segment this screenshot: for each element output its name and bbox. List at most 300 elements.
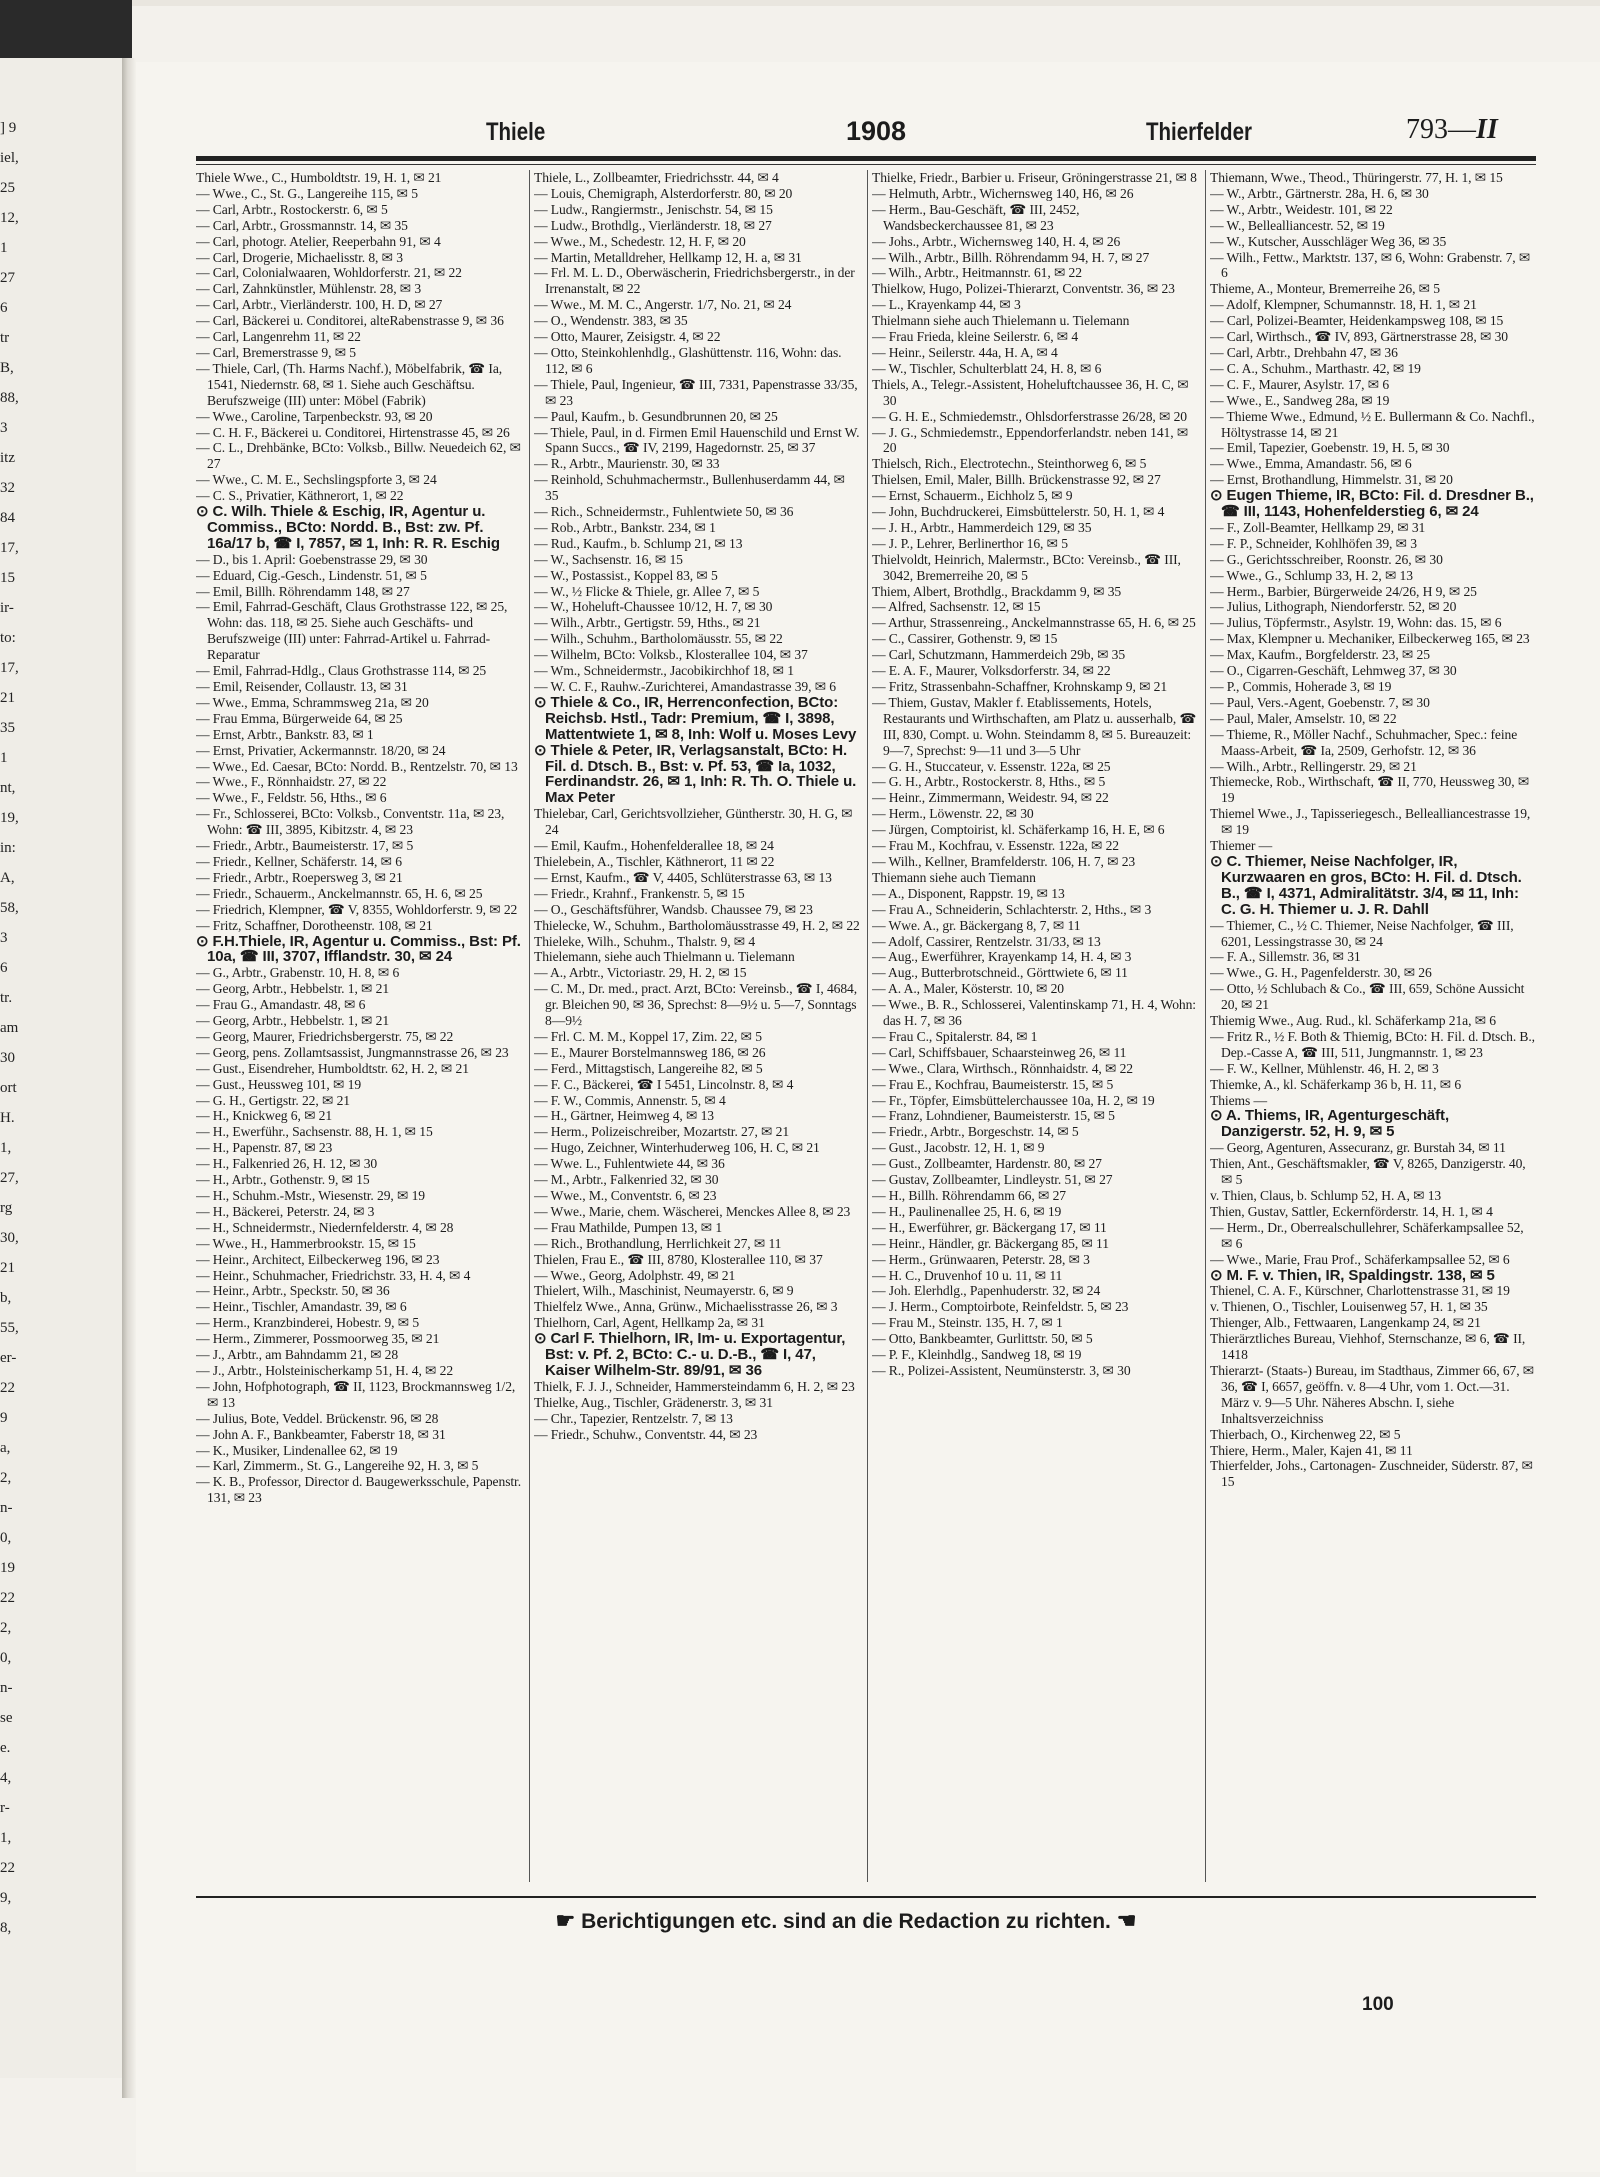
directory-entry: — Frau G., Amandastr. 48, ✉ 6 (196, 997, 366, 1013)
adjacent-page-fragment: 27, (0, 1170, 19, 1186)
column-divider (529, 170, 530, 1882)
adjacent-page-fragment: 27 (0, 270, 15, 286)
directory-entry: — Carl, Zahnkünstler, Mühlenstr. 28, ✉ 3 (196, 281, 422, 297)
directory-entry: — Ernst, Arbtr., Bankstr. 83, ✉ 1 (196, 726, 374, 742)
directory-entry: — Frau A., Schneiderin, Schlachterstr. 2, Hths., ✉ 3 (872, 901, 1152, 917)
directory-entry: Thierarzt- (Staats-) Bureau, im Stadthaus, Zimmer 66, 67, ✉ 36, ☎ I, 6657, geöffn. v. 8—4 Uhr, vom 1. Oct.—31. März v. 9—5 Uhr. Näheres Abschn. I, siehe Inhaltsverzeichniss (1210, 1362, 1535, 1426)
directory-entry: — Wwe., M., Conventstr. 6, ✉ 23 (534, 1188, 717, 1203)
directory-entry: — O., Geschäftsführer, Wandsb. Chaussee 79, ✉ 23 (534, 901, 813, 917)
adjacent-page-fragment: 35 (0, 720, 15, 736)
adjacent-page-fragment: e. (0, 1740, 11, 1756)
directory-entry: — Heinr., Seilerstr. 44a, H. A, ✉ 4 (872, 344, 1058, 360)
directory-entry: — Herm., Barbier, Bürgerweide 24/26, H 9, ✉ 25 (1210, 583, 1477, 599)
directory-entry: — J. Herm., Comptoirbote, Reinfeldstr. 5, ✉ 23 (872, 1299, 1129, 1315)
directory-entry: — C. A., Schuhm., Marthastr. 42, ✉ 19 (1210, 360, 1421, 376)
directory-entry: Thiere, Herm., Maler, Kajen 41, ✉ 11 (1210, 1442, 1413, 1458)
footer-text: Berichtigungen etc. sind an die Redaction zu richten. (581, 1910, 1111, 1933)
directory-entry: — C. S., Privatier, Käthnerort, 1, ✉ 22 (196, 488, 404, 504)
directory-entry: Thierbach, O., Kirchenweg 22, ✉ 5 (1210, 1426, 1401, 1442)
directory-entry: — H., Falkenried 26, H. 12, ✉ 30 (196, 1156, 378, 1172)
directory-entry: Thielmann siehe auch Thielemann u. Tielemann (872, 313, 1130, 329)
directory-entry: — Max, Kaufm., Borgfelderstr. 23, ✉ 25 (1210, 647, 1430, 663)
directory-entry: — Carl, Colonialwaaren, Wohldorferstr. 21, ✉ 22 (196, 265, 462, 281)
adjacent-page-fragment: ] 9 (0, 120, 17, 136)
directory-entry: — H., Gärtner, Heimweg 4, ✉ 13 (534, 1108, 714, 1124)
directory-entry: — Julius, Lithograph, Niendorferstr. 52, ✉ 20 (1210, 599, 1457, 615)
directory-entry: — Rud., Kaufm., b. Schlump 21, ✉ 13 (534, 535, 743, 551)
directory-entry: — Hugo, Zeichner, Winterhuderweg 106, H. C, ✉ 21 (534, 1140, 820, 1156)
directory-entry: — Thiele, Paul, Ingenieur, ☎ III, 7331, Papenstrasse 33/35, ✉ 23 (534, 376, 858, 408)
adjacent-page-fragment: n- (0, 1500, 13, 1516)
scan-page-number: 100 (1362, 1994, 1394, 2015)
directory-entry: — Wwe., M. M. C., Angerstr. 1/7, No. 21, ✉ 24 (534, 297, 792, 313)
directory-entry: — F., Zoll-Beamter, Hellkamp 29, ✉ 31 (1210, 519, 1426, 535)
adjacent-page-fragment: 88, (0, 390, 19, 406)
directory-entry: — Wwe., Ed. Caesar, BCto: Nordd. B., Rentzelstr. 70, ✉ 13 (196, 758, 518, 774)
directory-entry: Thiemer — (1210, 838, 1273, 854)
adjacent-page-fragment: r- (0, 1800, 10, 1816)
directory-entry: — Helmuth, Arbtr., Wichernsweg 140, H6, ✉ 26 (872, 185, 1134, 201)
directory-entry: — A., Arbtr., Victoriastr. 29, H. 2, ✉ 15 (534, 965, 747, 981)
footer-rule (196, 1896, 1536, 1898)
directory-entry: — Friedr., Schauerm., Anckelmannstr. 65, H. 6, ✉ 25 (196, 885, 483, 901)
directory-entry: — Jürgen, Comptoirist, kl. Schäferkamp 16, H. E, ✉ 6 (872, 822, 1165, 838)
directory-entry: — Adolf, Klempner, Schumannstr. 18, H. 1, ✉ 21 (1210, 297, 1477, 313)
running-header (196, 110, 1536, 150)
directory-entry: — Wilh., Kellner, Bramfelderstr. 106, H. 7, ✉ 23 (872, 853, 1136, 869)
directory-entry: — Arthur, Strassenreing., Anckelmannstrasse 65, H. 6, ✉ 25 (872, 615, 1196, 631)
directory-entry: — Wilhelm, BCto: Volksb., Klosterallee 104, ✉ 37 (534, 647, 808, 663)
directory-entry: — Herm., Bau-Geschäft, ☎ III, 2452, Wandsbeckerchaussee 81, ✉ 23 (872, 201, 1080, 233)
directory-entry: — Wilh., Arbtr., Rellingerstr. 29, ✉ 21 (1210, 758, 1417, 774)
directory-entry: — Carl, Bremerstrasse 9, ✉ 5 (196, 344, 356, 360)
directory-entry: — W., ½ Flicke & Thiele, gr. Allee 7, ✉ 5 (534, 583, 760, 599)
directory-entry: — Georg, Maurer, Friedrichsbergerstr. 75, ✉ 22 (196, 1028, 454, 1044)
directory-entry: Thierfelder, Johs., Cartonagen- Zuschneider, Süderstr. 87, ✉ 15 (1210, 1458, 1533, 1490)
directory-entry: — Emil, Fahrrad-Hdlg., Claus Grothstrasse 114, ✉ 25 (196, 663, 487, 679)
scan-edge (0, 0, 132, 58)
directory-entry: Thielkow, Hugo, Polizei-Thierarzt, Conventstr. 36, ✉ 23 (872, 281, 1175, 297)
directory-entry: — Georg, Arbtr., Hebbelstr. 1, ✉ 21 (196, 981, 390, 997)
directory-entry: — Wilh., Schuhm., Bartholomäusstr. 55, ✉ 22 (534, 631, 783, 647)
adjacent-page-fragment: 21 (0, 690, 15, 706)
adjacent-page-fragment: a, (0, 1440, 11, 1456)
directory-entry: — F. W., Kellner, Mühlenstr. 46, H. 2, ✉ 3 (1210, 1060, 1439, 1076)
directory-entry: — Gust., Heussweg 101, ✉ 19 (196, 1076, 362, 1092)
directory-entry: — Wilh., Arbtr., Billh. Röhrendamm 94, H. 7, ✉ 27 (872, 249, 1150, 265)
adjacent-page-fragment: B, (0, 360, 14, 376)
directory-entry: — Adolf, Cassirer, Rentzelstr. 31/33, ✉ 13 (872, 933, 1101, 949)
directory-entry: — H. C., Druvenhof 10 u. 11, ✉ 11 (872, 1267, 1063, 1283)
directory-entry: — Emil, Kaufm., Hohenfelderallee 18, ✉ 24 (534, 838, 774, 854)
directory-entry: — Fr., Töpfer, Eimsbüttelerchaussee 10a, H. 2, ✉ 19 (872, 1092, 1155, 1108)
adjacent-page-fragment: 30 (0, 1050, 15, 1066)
directory-entry: — G., Arbtr., Grabenstr. 10, H. 8, ✉ 6 (196, 965, 400, 981)
adjacent-page-fragment: 8, (0, 1920, 12, 1936)
adjacent-page-fragment: 22 (0, 1380, 15, 1396)
directory-entry: — Ernst, Kaufm., ☎ V, 4405, Schlüterstrasse 63, ✉ 13 (534, 869, 832, 885)
directory-entry: — E., Maurer Borstelmannsweg 186, ✉ 26 (534, 1044, 766, 1060)
directory-entry: — Heinr., Architect, Eilbeckerweg 196, ✉ 23 (196, 1251, 440, 1267)
directory-entry: — Johs., Arbtr., Wichernsweg 140, H. 4, ✉ 26 (872, 233, 1121, 249)
directory-entry: — Joh. Elerhdlg., Papenhuderstr. 32, ✉ 24 (872, 1283, 1101, 1299)
adjacent-page-fragment: 84 (0, 510, 15, 526)
directory-entry: — Carl, Arbtr., Vierländerstr. 100, H. D, ✉ 27 (196, 297, 443, 313)
directory-entry: — Wilh., Fettw., Marktstr. 137, ✉ 6, Wohn: Grabenstr. 7, ✉ 6 (1210, 249, 1531, 281)
directory-entry: — Frau C., Spitalerstr. 84, ✉ 1 (872, 1028, 1038, 1044)
directory-entry: — F. C., Bäckerei, ☎ I 5451, Lincolnstr. 8, ✉ 4 (534, 1076, 794, 1092)
directory-entry: — Julius, Bote, Veddel. Brückenstr. 96, ✉ 28 (196, 1410, 439, 1426)
directory-entry: Thiemann siehe auch Tiemann (872, 869, 1036, 885)
directory-entry: — C. F., Maurer, Asylstr. 17, ✉ 6 (1210, 376, 1390, 392)
directory-entry: — D., bis 1. April: Goebenstrasse 29, ✉ 30 (196, 551, 428, 567)
adjacent-page-fragment: itz (0, 450, 15, 466)
directory-entry: ⊙ C. Thiemer, Neise Nachfolger, IR, Kurzwaaren en gros, BCto: H. Fil. d. Dtsch. B., ☎ I, 4371, Admiralitätstr. 3/4, ✉ 11, Inh: C. G. H. Thiemer u. J. R. Dahll (1210, 852, 1522, 918)
header-first-entry: Thiele (486, 118, 546, 146)
directory-entry: — Otto, ½ Schlubach & Co., ☎ III, 659, Schöne Aussicht 20, ✉ 21 (1210, 981, 1525, 1013)
directory-entry: — Wwe., C. M. E., Sechslingspforte 3, ✉ 24 (196, 472, 437, 488)
adjacent-page-fragment: H. (0, 1110, 15, 1126)
directory-entry: — Julius, Töpfermstr., Asylstr. 19, Wohn: das. 15, ✉ 6 (1210, 615, 1502, 631)
header-rule-thin (196, 164, 1536, 165)
directory-entry: — Wwe. A., gr. Bäckergang 8, 7, ✉ 11 (872, 917, 1081, 933)
adjacent-page-fragment: 19, (0, 810, 19, 826)
directory-entry: Thienger, Alb., Fettwaaren, Langenkamp 24, ✉ 21 (1210, 1315, 1481, 1331)
adjacent-page-fragment: ir- (0, 600, 14, 616)
directory-entry: Thielsch, Rich., Electrotechn., Steinthorweg 6, ✉ 5 (872, 456, 1147, 472)
directory-entry: — Friedr., Kellner, Schäferstr. 14, ✉ 6 (196, 853, 402, 869)
adjacent-page-fragment: 1 (0, 240, 8, 256)
column-2 (534, 170, 860, 1882)
directory-entry: — P., Commis, Hoherade 3, ✉ 19 (1210, 679, 1392, 694)
column-3 (872, 170, 1198, 1882)
directory-entry: — Thieme, R., Möller Nachf., Schuhmacher, Spec.: feine Maass-Arbeit, ☎ Ia, 2509, Gerhofstr. 12, ✉ 36 (1210, 726, 1518, 758)
directory-entry: — Wwe., M., Schedestr. 12, H. F, ✉ 20 (534, 233, 746, 249)
directory-entry: — Wwe., Clara, Wirthsch., Rönnhaidstr. 4, ✉ 22 (872, 1060, 1133, 1076)
directory-entry: — Wwe., F., Rönnhaidstr. 27, ✉ 22 (196, 774, 387, 790)
directory-entry: Thielen, Frau E., ☎ III, 8780, Klosterallee 110, ✉ 37 (534, 1251, 823, 1267)
directory-entry: — Georg, Arbtr., Hebbelstr. 1, ✉ 21 (196, 1013, 390, 1029)
directory-entry: — A. A., Maler, Kösterstr. 10, ✉ 20 (872, 981, 1064, 997)
directory-entry: Thielhorn, Carl, Agent, Hellkamp 2a, ✉ 31 (534, 1315, 765, 1331)
directory-entry: — Wwe. L., Fuhlentwiete 44, ✉ 36 (534, 1156, 725, 1172)
adjacent-page-fragment: to: (0, 630, 16, 646)
adjacent-page-fragment: se (0, 1710, 13, 1726)
directory-entry: — Emil, Fahrrad-Geschäft, Claus Grothstrasse 122, ✉ 25, Wohn: das. 118, ✉ 25. Siehe auch Geschäfts- und Berufszweige (III) unter: Fahrrad-Artikel u. Fahrrad-Reparatur (196, 599, 508, 663)
adjacent-page-fragment: 1, (0, 1140, 12, 1156)
directory-entry: — F. W., Commis, Annenstr. 5, ✉ 4 (534, 1092, 726, 1108)
directory-entry: — Max, Klempner u. Mechaniker, Eilbeckerweg 165, ✉ 23 (1210, 631, 1530, 647)
adjacent-page-fragment: 32 (0, 480, 15, 496)
directory-entry: — Wwe., Caroline, Tarpenbeckstr. 93, ✉ 20 (196, 408, 433, 424)
directory-entry: — Wilh., Arbtr., Heitmannstr. 61, ✉ 22 (872, 265, 1082, 281)
directory-entry: — Frl. C. M. M., Koppel 17, Zim. 22, ✉ 5 (534, 1028, 762, 1044)
directory-entry: — John A. F., Bankbeamter, Faberstr 18, ✉ 31 (196, 1426, 446, 1442)
directory-entry: ⊙ F.H.Thiele, IR, Agentur u. Commiss., Bst: Pf. 10a, ☎ III, 3707, Ifflandstr. 30, ✉ 24 (196, 932, 521, 966)
directory-entry: — A., Disponent, Rappstr. 19, ✉ 13 (872, 885, 1065, 901)
directory-entry: — Emil, Tapezier, Goebenstr. 19, H. 5, ✉ 30 (1210, 440, 1450, 456)
directory-entry: — C. M., Dr. med., pract. Arzt, BCto: Vereinsb., ☎ I, 4684, gr. Bleichen 90, ✉ 36, Sprechst: 8—9½ u. 5—7, Sonntags 8—9½ (534, 981, 858, 1029)
directory-entry: — W., Tischler, Schulterblatt 24, H. 8, ✉ 6 (872, 360, 1102, 376)
adjacent-page-fragment: 0, (0, 1530, 12, 1546)
directory-entry: — P. F., Kleinhdlg., Sandweg 18, ✉ 19 (872, 1347, 1082, 1363)
directory-entry: — C. L., Drehbänke, BCto: Volksb., Billw. Neuedeich 62, ✉ 27 (196, 440, 521, 472)
directory-entry: — Paul, Maler, Amselstr. 10, ✉ 22 (1210, 710, 1397, 726)
directory-entry: — Carl, Bäckerei u. Conditorei, alteRabenstrasse 9, ✉ 36 (196, 313, 504, 329)
directory-entry: — Heinr., Arbtr., Speckstr. 50, ✉ 36 (196, 1283, 390, 1299)
adjacent-page-fragment: 9, (0, 1890, 12, 1906)
directory-entry: — H., Paulinenallee 25, H. 6, ✉ 19 (872, 1203, 1062, 1219)
adjacent-page-fragment: 15 (0, 570, 15, 586)
column-divider (867, 170, 868, 1882)
directory-entry: — H., Ewerführer, gr. Bäckergang 17, ✉ 11 (872, 1219, 1107, 1235)
directory-entry: — C. H. F., Bäckerei u. Conditorei, Hirtenstrasse 45, ✉ 26 (196, 424, 510, 440)
directory-page (136, 62, 1600, 2172)
header-last-entry: Thierfelder (1146, 118, 1252, 146)
directory-entry: Thielvoldt, Heinrich, Malermstr., BCto: Vereinsb., ☎ III, 3042, Bremerreihe 20, ✉ 5 (872, 551, 1181, 583)
directory-entry: — H., Billh. Röhrendamm 66, ✉ 27 (872, 1188, 1066, 1203)
directory-entry: — Gust., Zollbeamter, Hardenstr. 80, ✉ 27 (872, 1156, 1102, 1172)
directory-entry: — O., Cigarren-Geschäft, Lehmweg 37, ✉ 30 (1210, 663, 1457, 679)
directory-entry: — Martin, Metalldreher, Hellkamp 12, H. a, ✉ 31 (534, 249, 802, 265)
pointing-hand-left-icon: ☛ (555, 1908, 576, 1933)
adjacent-page-fragment: am (0, 1020, 19, 1036)
directory-entry: — Wwe., Marie, chem. Wäscherei, Menckes Allee 8, ✉ 23 (534, 1203, 851, 1219)
directory-entry: — J., Arbtr., Holsteinischerkamp 51, H. 4, ✉ 22 (196, 1362, 454, 1378)
directory-entry: — R., Arbtr., Maurienstr. 30, ✉ 33 (534, 456, 720, 472)
directory-entry: ⊙ C. Wilh. Thiele & Eschig, IR, Agentur u. Commiss., BCto: Nordd. B., Bst: zw. Pf. 16a/17 b, ☎ I, 7857, ✉ 1, Inh: R. R. Eschig (196, 503, 500, 552)
directory-entry: — Karl, Zimmerm., St. G., Langereihe 92, H. 3, ✉ 5 (196, 1458, 479, 1474)
directory-entry: Thien, Gustav, Sattler, Eckernförderstr. 14, H. 1, ✉ 4 (1210, 1203, 1493, 1219)
directory-entry: — Aug., Butterbrotschneid., Görttwiete 6, ✉ 11 (872, 965, 1128, 981)
directory-entry: — W., Arbtr., Weidestr. 101, ✉ 22 (1210, 201, 1393, 217)
directory-entry: — Friedr., Schuhw., Conventstr. 44, ✉ 23 (534, 1426, 758, 1442)
directory-entry: Thien, Ant., Geschäftsmakler, ☎ V, 8265, Danzigerstr. 40, ✉ 5 (1210, 1156, 1526, 1188)
directory-entry: ⊙ Carl F. Thielhorn, IR, Im- u. Exportagentur, Bst: v. Pf. 2, BCto: C.- u. D.-B., ☎ I, 47, Kaiser Wilhelm-Str. 89/91, ✉ 36 (534, 1330, 846, 1379)
directory-entry: — Frl. M. L. D., Oberwäscherin, Friedrichsbergerstr., in der Irrenanstalt, ✉ 22 (534, 265, 855, 297)
directory-entry: — Heinr., Zimmermann, Weidestr. 94, ✉ 22 (872, 790, 1109, 806)
directory-entry: ⊙ Eugen Thieme, IR, BCto: Fil. d. Dresdner B., ☎ III, 1143, Hohenfelderstieg 6, ✉ 24 (1210, 487, 1534, 521)
adjacent-page-fragment: 4, (0, 1770, 12, 1786)
adjacent-page-fragment: 1 (0, 750, 8, 766)
directory-entry: — K. B., Professor, Director d. Baugewerksschule, Papenstr. 131, ✉ 23 (196, 1474, 522, 1506)
entry-columns (196, 170, 1536, 1890)
directory-entry: — Paul, Vers.-Agent, Goebenstr. 7, ✉ 30 (1210, 694, 1430, 710)
directory-entry: Thielk, F. J. J., Schneider, Hammersteindamm 6, H. 2, ✉ 23 (534, 1378, 855, 1394)
directory-entry: — Wwe., Marie, Frau Prof., Schäferkampsallee 52, ✉ 6 (1210, 1251, 1510, 1267)
directory-entry: ⊙ M. F. v. Thien, IR, Spaldingstr. 138, ✉ 5 (1210, 1266, 1495, 1284)
directory-entry: — R., Polizei-Assistent, Neumünsterstr. 3, ✉ 30 (872, 1362, 1131, 1378)
directory-entry: — W., Hoheluft-Chaussee 10/12, H. 7, ✉ 30 (534, 599, 773, 615)
directory-entry: — Frau M., Kochfrau, v. Essenstr. 122a, ✉ 22 (872, 838, 1119, 854)
directory-entry: — Frau E., Kochfrau, Baumeisterstr. 15, ✉ 5 (872, 1076, 1114, 1092)
directory-entry: — Friedr., Arbtr., Roepersweg 3, ✉ 21 (196, 869, 403, 885)
adjacent-page-fragment: 6 (0, 300, 8, 316)
directory-entry: — J. P., Lehrer, Berlinerthor 16, ✉ 5 (872, 535, 1068, 551)
directory-entry: — W. C. F., Rauhw.-Zurichterei, Amandastrasse 39, ✉ 6 (534, 679, 837, 694)
adjacent-page-fragment: 6 (0, 960, 8, 976)
scan-border (0, 0, 1600, 6)
directory-entry: — J. H., Arbtr., Hammerdeich 129, ✉ 35 (872, 519, 1092, 535)
pointing-hand-right-icon: ☚ (1116, 1908, 1137, 1933)
header-page-volume: II (1476, 114, 1498, 145)
directory-entry: — W., Bellealliancestr. 52, ✉ 19 (1210, 217, 1385, 233)
adjacent-page-fragment: iel, (0, 150, 19, 166)
directory-entry: — Heinr., Schuhmacher, Friedrichstr. 33, H. 4, ✉ 4 (196, 1267, 471, 1283)
directory-entry: — Fr., Schlosserei, BCto: Volksb., Conventstr. 11a, ✉ 23, Wohn: ☎ III, 3895, Kibitzstr. 4, ✉ 23 (196, 806, 505, 838)
directory-entry: Thierärztliches Bureau, Viehhof, Sternschanze, ✉ 6, ☎ II, 1418 (1210, 1331, 1526, 1363)
directory-entry: — Fritz, Schaffner, Dorotheenstr. 108, ✉ 21 (196, 917, 433, 933)
directory-entry: — Reinhold, Schuhmachermstr., Bullenhuserdamm 44, ✉ 35 (534, 472, 845, 504)
directory-entry: — Wwe., E., Sandweg 28a, ✉ 19 (1210, 392, 1390, 408)
adjacent-page-fragment: tr (0, 330, 10, 346)
directory-entry: — Carl, Polizei-Beamter, Heidenkampsweg 108, ✉ 15 (1210, 313, 1504, 329)
adjacent-page-fragment: 58, (0, 900, 19, 916)
directory-entry: — Chr., Tapezier, Rentzelstr. 7, ✉ 13 (534, 1410, 733, 1426)
directory-entry: — Gustav, Zollbeamter, Lindleystr. 51, ✉ 27 (872, 1172, 1113, 1188)
directory-entry: — Gust., Jacobstr. 12, H. 1, ✉ 9 (872, 1140, 1045, 1156)
directory-entry: — Alfred, Sachsenstr. 12, ✉ 15 (872, 599, 1041, 615)
directory-entry: ⊙ A. Thiems, IR, Agenturgeschäft, Danzigerstr. 52, H. 9, ✉ 5 (1210, 1107, 1450, 1141)
column-divider (1205, 170, 1206, 1882)
directory-entry: Thieleke, Wilh., Schuhm., Thalstr. 9, ✉ 4 (534, 933, 756, 949)
directory-entry: — Georg, pens. Zollamtsassist, Jungmannstrasse 26, ✉ 23 (196, 1044, 509, 1060)
adjacent-page-fragment: in: (0, 840, 16, 856)
adjacent-page-fragment: 17, (0, 540, 19, 556)
directory-entry: — Carl, Schiffsbauer, Schaarsteinweg 26, ✉ 11 (872, 1044, 1127, 1060)
directory-entry: Thielert, Wilh., Maschinist, Neumayerstr. 6, ✉ 9 (534, 1283, 794, 1299)
directory-entry: — Carl, photogr. Atelier, Reeperbahn 91, ✉ 4 (196, 233, 441, 249)
adjacent-page-fragment: 3 (0, 420, 8, 436)
directory-entry: — Wwe., F., Feldstr. 56, Hths., ✉ 6 (196, 790, 387, 806)
directory-entry: — Carl, Wirthsch., ☎ IV, 893, Gärtnerstrasse 28, ✉ 30 (1210, 329, 1508, 345)
directory-entry: — G., Gerichtsschreiber, Roonstr. 26, ✉ 30 (1210, 551, 1443, 567)
directory-entry: — Carl, Langenrehm 11, ✉ 22 (196, 329, 361, 345)
directory-entry: — Rich., Schneidermstr., Fuhlentwiete 50, ✉ 36 (534, 504, 794, 520)
directory-entry: — Wwe., B. R., Schlosserei, Valentinskamp 71, H. 4, Wohn: das H. 7, ✉ 36 (872, 997, 1196, 1029)
directory-entry: — Friedr., Arbtr., Borgeschstr. 14, ✉ 5 (872, 1124, 1079, 1140)
directory-entry: Thielemann, siehe auch Thielmann u. Tielemann (534, 949, 795, 965)
directory-entry: — Thiele, Paul, in d. Firmen Emil Hauenschild und Ernst W. Spann Succs., ☎ IV, 2199, Hagedornstr. 25, ✉ 37 (534, 424, 860, 456)
directory-entry: ⊙ Thiele & Co., IR, Herrenconfection, BCto: Reichsb. Hstl., Tadr: Premium, ☎ I, 3898, Mattentwiete 1, ✉ 8, Inh: Wolf u. Moses Levy (534, 693, 857, 743)
directory-entry: — E. A. F., Maurer, Volksdorferstr. 34, ✉ 22 (872, 663, 1111, 679)
adjacent-page-fragment: er- (0, 1350, 17, 1366)
adjacent-page-fragment: rg (0, 1200, 13, 1216)
adjacent-page-fragment: 17, (0, 660, 19, 676)
directory-entry: — Wwe., Emma, Schrammsweg 21a, ✉ 20 (196, 694, 429, 710)
directory-entry: — Ernst, Brothandlung, Himmelstr. 31, ✉ 20 (1210, 472, 1453, 488)
directory-entry: Thielfelz Wwe., Anna, Grünw., Michaelisstrasse 26, ✉ 3 (534, 1299, 838, 1315)
directory-entry: — Wwe., Emma, Amandastr. 56, ✉ 6 (1210, 456, 1412, 472)
directory-entry: — Carl, Arbtr., Rostockerstr. 6, ✉ 5 (196, 201, 388, 217)
directory-entry: — John, Buchdruckerei, Eimsbüttelerstr. 50, H. 1, ✉ 4 (872, 504, 1165, 520)
directory-entry: — J., Arbtr., am Bahndamm 21, ✉ 28 (196, 1347, 399, 1363)
directory-entry: Thielke, Aug., Tischler, Grädenerstr. 3, ✉ 31 (534, 1394, 773, 1410)
directory-entry: — Wilh., Arbtr., Gertigstr. 59, Hths., ✉ 21 (534, 615, 761, 631)
directory-entry: — Georg, Agenturen, Assecuranz, gr. Burstah 34, ✉ 11 (1210, 1140, 1506, 1156)
directory-entry: — Paul, Kaufm., b. Gesundbrunnen 20, ✉ 25 (534, 408, 778, 424)
directory-entry: Thiemke, A., kl. Schäferkamp 36 b, H. 11, ✉ 6 (1210, 1076, 1462, 1092)
directory-entry: — Frau Mathilde, Pumpen 13, ✉ 1 (534, 1219, 723, 1235)
directory-entry: Thiels, A., Telegr.-Assistent, Hoheluftchaussee 36, H. C, ✉ 30 (872, 376, 1189, 408)
directory-entry: — Herm., Zimmerer, Possmoorweg 35, ✉ 21 (196, 1331, 440, 1347)
adjacent-page-fragment: 2, (0, 1620, 12, 1636)
directory-entry: — J. G., Schmiedemstr., Eppendorferlandstr. neben 141, ✉ 20 (872, 424, 1189, 456)
directory-entry: — G. H., Arbtr., Rostockerstr. 8, Hths., ✉ 5 (872, 774, 1106, 790)
directory-entry: Thiemecke, Rob., Wirthschaft, ☎ II, 770, Heussweg 30, ✉ 19 (1210, 774, 1530, 806)
directory-entry: — Friedrich, Klempner, ☎ V, 8355, Wohldorferstr. 9, ✉ 22 (196, 901, 518, 917)
directory-entry: — Wwe., C., St. G., Langereihe 115, ✉ 5 (196, 185, 418, 201)
directory-entry: ⊙ Thiele & Peter, IR, Verlagsanstalt, BCto: H. Fil. d. Dtsch. B., Bst: v. Pf. 53, ☎ Ia, 1032, Ferdinandstr. 26, ✉ 1, Inh: R. Th. O. Thiele u. Max Peter (534, 741, 857, 807)
header-year: 1908 (846, 116, 907, 146)
directory-entry: Thiemig Wwe., Aug. Rud., kl. Schäferkamp 21a, ✉ 6 (1210, 1013, 1496, 1029)
directory-entry: — Herm., Polizeischreiber, Mozartstr. 27, ✉ 21 (534, 1124, 790, 1140)
adjacent-page-fragment: 25 (0, 180, 15, 196)
adjacent-page-fragment: tr. (0, 990, 13, 1006)
directory-entry: Thielke, Friedr., Barbier u. Friseur, Gröningerstrasse 21, ✉ 8 (872, 170, 1197, 185)
directory-entry: — H., Knickweg 6, ✉ 21 (196, 1108, 333, 1124)
directory-entry: Thiemann, Wwe., Theod., Thüringerstr. 77, H. 1, ✉ 15 (1210, 170, 1503, 185)
directory-entry: — H., Schneidermstr., Niedernfelderstr. 4, ✉ 28 (196, 1219, 454, 1235)
directory-entry: Thiele, L., Zollbeamter, Friedrichsstr. 44, ✉ 4 (534, 170, 779, 185)
directory-entry: v. Thienen, O., Tischler, Louisenweg 57, H. 1, ✉ 35 (1210, 1299, 1488, 1315)
directory-entry: — Ludw., Rangiermstr., Jenischstr. 54, ✉ 15 (534, 201, 773, 217)
directory-entry: Thielecke, W., Schuhm., Bartholomäusstrasse 49, H. 2, ✉ 22 (534, 917, 860, 933)
adjacent-page-fragment: A, (0, 870, 15, 886)
directory-entry: — Otto, Bankbeamter, Gurlittstr. 50, ✉ 5 (872, 1331, 1093, 1347)
directory-entry: — Heinr., Händler, gr. Bäckergang 85, ✉ 11 (872, 1235, 1109, 1251)
directory-entry: — Louis, Chemigraph, Alsterdorferstr. 80, ✉ 20 (534, 185, 793, 201)
directory-entry: — Frau Frieda, kleine Seilerstr. 6, ✉ 4 (872, 329, 1079, 345)
directory-entry: — Wm., Schneidermstr., Jacobikirchhof 18, ✉ 1 (534, 663, 794, 679)
adjacent-page-fragment: 55, (0, 1320, 19, 1336)
directory-entry: Thiems — (1210, 1092, 1267, 1108)
directory-entry: — C., Cassirer, Gothenstr. 9, ✉ 15 (872, 631, 1058, 647)
directory-entry: — Otto, Maurer, Zeisigstr. 4, ✉ 22 (534, 329, 721, 345)
directory-entry: — H., Schuhm.-Mstr., Wiesenstr. 29, ✉ 19 (196, 1188, 425, 1203)
directory-entry: — Herm., Kranzbinderei, Hobestr. 9, ✉ 5 (196, 1315, 420, 1331)
adjacent-page-fragment: 21 (0, 1260, 15, 1276)
adjacent-page-fragment: 19 (0, 1560, 15, 1576)
adjacent-page-fragment: n- (0, 1680, 13, 1696)
directory-entry: — Gust., Eisendreher, Humboldtstr. 62, H. 2, ✉ 21 (196, 1060, 469, 1076)
directory-entry: — Carl, Drogerie, Michaelisstr. 8, ✉ 3 (196, 249, 403, 265)
directory-entry: — Fritz R., ½ F. Both & Thiemig, BCto: H. Fil. d. Dtsch. B., Dep.-Casse A, ☎ III, 511, Jungmannstr. 1, ✉ 23 (1210, 1028, 1535, 1060)
directory-entry: — Emil, Billh. Röhrendamm 148, ✉ 27 (196, 583, 410, 599)
directory-entry: — H., Papenstr. 87, ✉ 23 (196, 1140, 333, 1156)
directory-entry: Thiele Wwe., C., Humboldtstr. 19, H. 1, ✉ 21 (196, 170, 442, 185)
directory-entry: — Wwe., H., Hammerbrookstr. 15, ✉ 15 (196, 1235, 416, 1251)
adjacent-page-fragment: 9 (0, 1410, 8, 1426)
adjacent-page-fragment: nt, (0, 780, 16, 796)
adjacent-page-fragment: 3 (0, 930, 8, 946)
directory-entry: — Ludw., Brothdlg., Vierländerstr. 18, ✉ 27 (534, 217, 772, 233)
directory-entry: — Emil, Reisender, Collaustr. 13, ✉ 31 (196, 679, 408, 694)
directory-entry: — Herm., Löwenstr. 22, ✉ 30 (872, 806, 1034, 822)
directory-entry: v. Thien, Claus, b. Schlump 52, H. A, ✉ 13 (1210, 1188, 1442, 1203)
directory-entry: — H., Ewerführ., Sachsenstr. 88, H. 1, ✉ 15 (196, 1124, 433, 1140)
directory-entry: — Carl, Arbtr., Drehbahn 47, ✉ 36 (1210, 344, 1398, 360)
adjacent-page-sliver (0, 58, 122, 2078)
column-4 (1210, 170, 1536, 1882)
directory-entry: — Rich., Brothandlung, Herrlichkeit 27, ✉ 11 (534, 1235, 782, 1251)
adjacent-page-fragment: ort (0, 1080, 17, 1096)
directory-entry: — Wwe., G. H., Pagenfelderstr. 30, ✉ 26 (1210, 965, 1432, 981)
adjacent-page-fragment: b, (0, 1290, 12, 1306)
directory-entry: — Otto, Steinkohlenhdlg., Glashüttenstr. 116, Wohn: das. 112, ✉ 6 (534, 344, 842, 376)
adjacent-page-fragment: 1, (0, 1830, 12, 1846)
directory-entry: Thielebein, A., Tischler, Käthnerort, 11 ✉ 22 (534, 853, 775, 869)
